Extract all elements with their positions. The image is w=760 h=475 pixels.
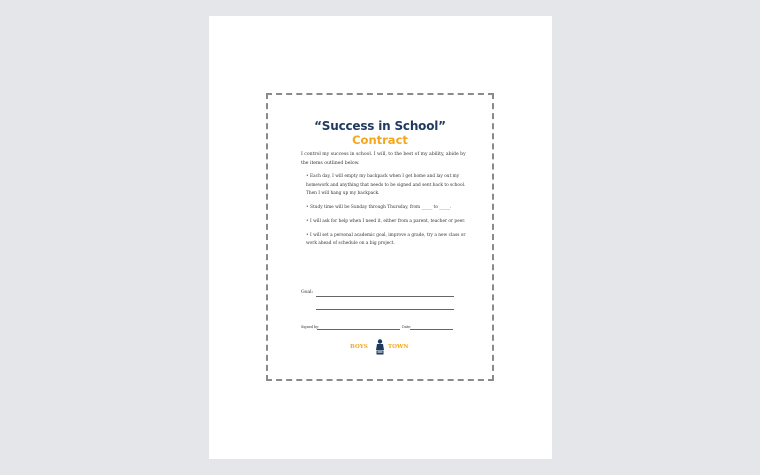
list-item-text: Study time will be Sunday through Thursday, from _____ to _____. [310,205,452,211]
list-item [306,218,466,227]
signed-by-label: Signed by: [301,325,320,329]
logo-right-word: TOWN [388,344,409,350]
date-line [410,329,453,330]
list-item-text: I will set a personal academic goal, improve a grade, try a new class or work ahead of schedule on a big project. [306,232,466,247]
list-item [306,204,466,213]
logo-emblem-icon [374,338,386,358]
list-item-text: Each day, I will empty my backpack when I get home and lay out my homework and anything that needs to be signed and sent back to school. Then I will hang up my backpack. [306,174,466,197]
goal-line [316,296,454,297]
goal-label: Goal: [301,290,314,295]
logo-left-word: BOYS [350,344,368,350]
goal-line [316,309,454,310]
date-label: Date: [402,325,412,329]
document-page [209,16,552,459]
bullet-icon: • [306,205,309,211]
contract-intro: I control my success in school. I will, to the best of my ability, abide by the items outlined below. [301,152,466,166]
contract-title: “Success in School” [314,119,446,133]
list-item [306,173,466,199]
contract-items [306,173,466,254]
bullet-icon: • [306,232,309,238]
bullet-icon: • [306,218,309,224]
signature-line [317,329,400,330]
bullet-icon: • [306,174,309,179]
boys-town-logo [350,338,410,360]
list-item-text: I will ask for help when I need it, either from a parent, teacher or peer. [310,218,466,224]
contract-frame [266,93,494,381]
list-item [306,232,466,249]
contract-subtitle: Contract [352,133,408,147]
